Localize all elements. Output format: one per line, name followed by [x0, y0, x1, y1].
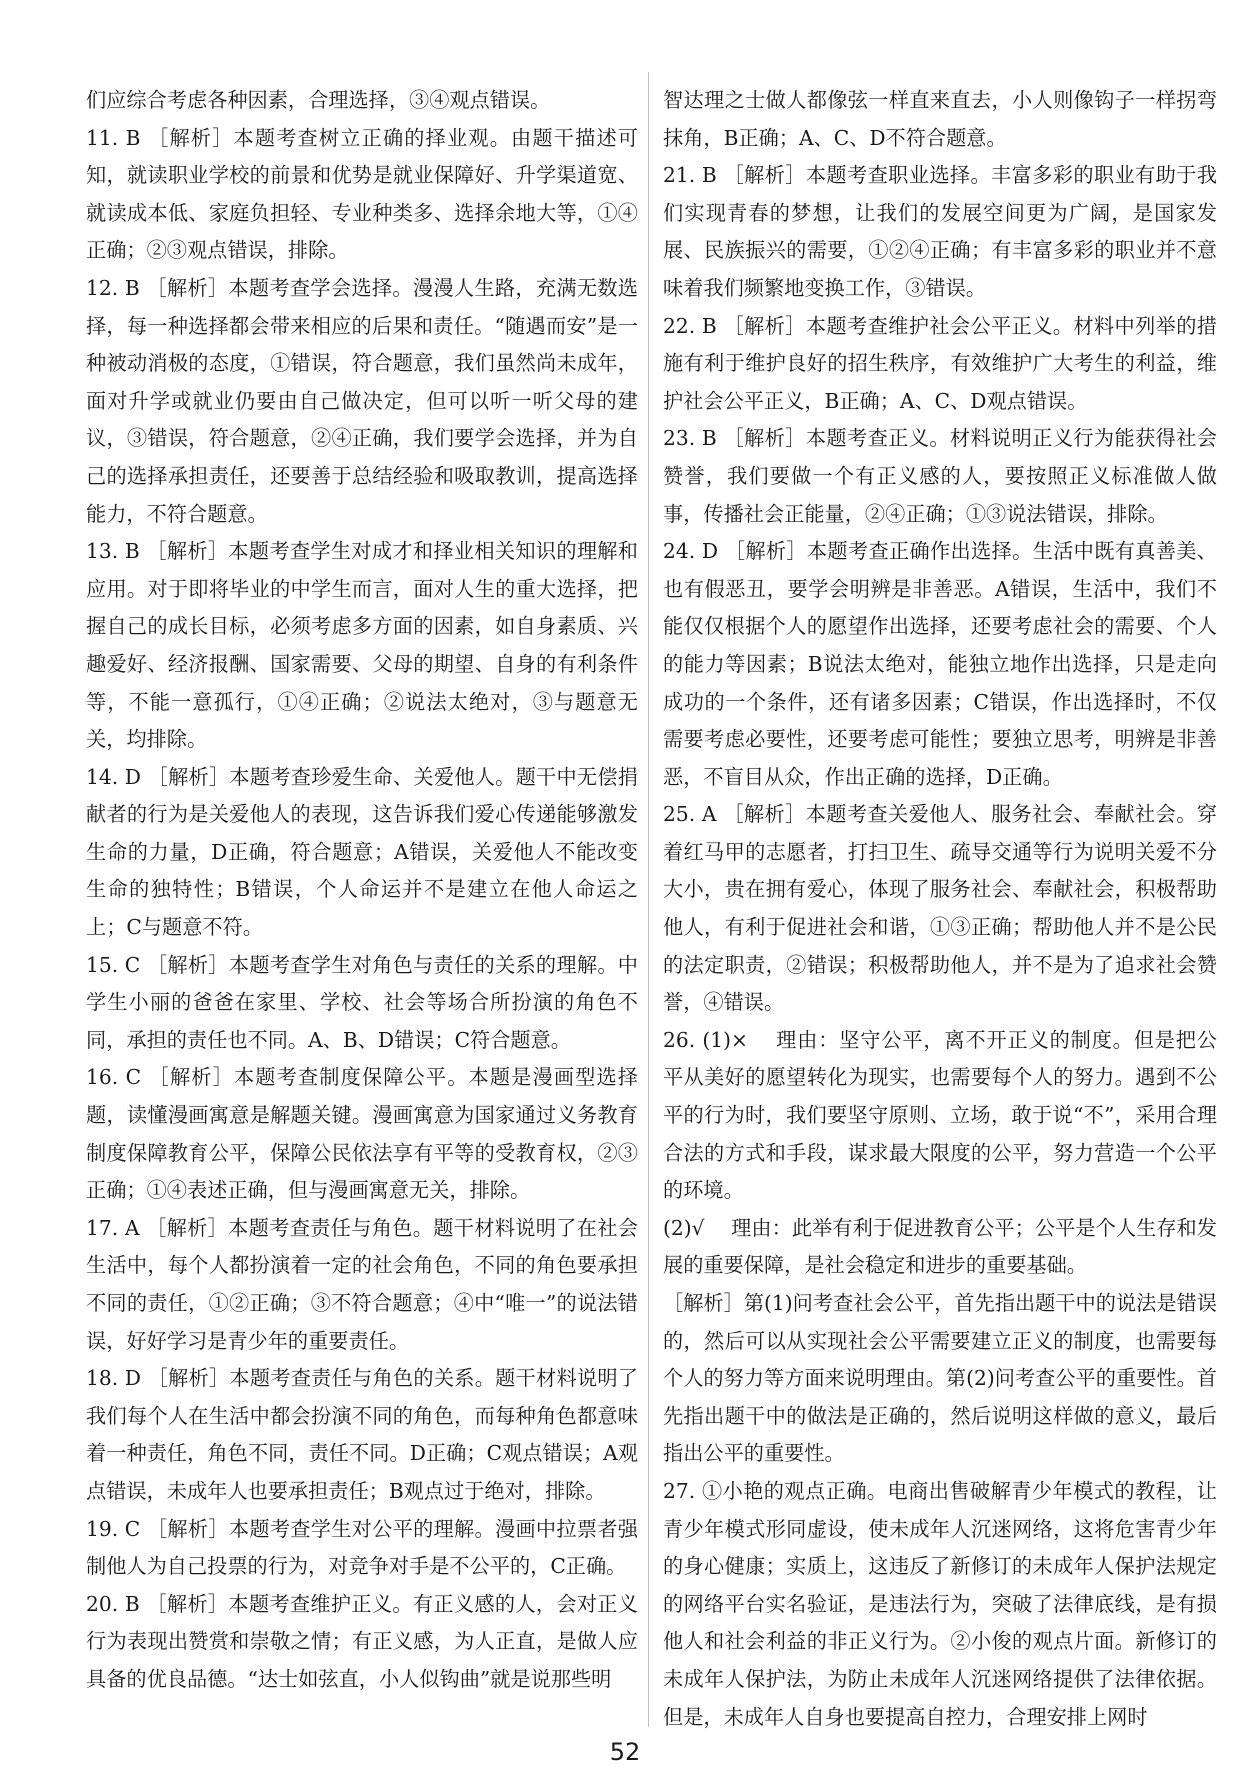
answer-13: 13. B ［解析］本题考查学生对成才和择业相关知识的理解和应用。对于即将毕业的中学生而言，面对人生的重大选择，把握自己的成长目标，必须考虑多方面的因素，如自身素质、兴趣爱好、经济报酬、国家需要、父母的期望、自身的有利条件等，不能一意孤行，①④正确；②说法太绝对，③与题意无关，均排除。	[86, 539, 638, 752]
answer-17: 17. A ［解析］本题考查责任与角色。题干材料说明了在社会生活中，每个人都扮演着一定的社会角色，不同的角色要承担不同的责任，①②正确；③不符合题意；④中“唯一”的说法错误，好好学习是青少年的重要责任。	[86, 1215, 638, 1353]
answer-26-analysis: ［解析］第(1)问考查社会公平，首先指出题干中的说法是错误的，然后可以从实现社会公平需要建立正义的制度，也需要每个人的努力等方面来说明理由。第(2)问考查公平的重要性。首先指出题干中的做法是正确的，然后说明这样做的意义，最后指出公平的重要性。	[663, 1291, 1217, 1466]
answer-20: 20. B ［解析］本题考查维护正义。有正义感的人，会对正义行为表现出赞赏和崇敬之情；有正义感，为人正直，是做人应具备的优良品德。“达士如弦直，小人似钩曲”就是说那些明	[86, 1591, 638, 1691]
page-number: 52	[609, 1738, 641, 1766]
answer-15: 15. C ［解析］本题考查学生对角色与责任的关系的理解。中学生小丽的爸爸在家里、学校、社会等场合所扮演的角色不同，承担的责任也不同。A、B、D错误；C符合题意。	[86, 952, 638, 1052]
answer-21: 21. B ［解析］本题考查职业选择。丰富多彩的职业有助于我们实现青春的梦想，让我们的发展空间更为广阔，是国家发展、民族振兴的需要，①②④正确；有丰富多彩的职业并不意味着我们频繁地变换工作，③错误。	[663, 163, 1217, 300]
column-divider	[648, 72, 649, 1727]
answer-16: 16. C ［解析］本题考查制度保障公平。本题是漫画型选择题，读懂漫画寓意是解题关键。漫画寓意为国家通过义务教育制度保障教育公平，保障公民依法享有平等的受教育权，②③正确；①④表述正确，但与漫画寓意无关，排除。	[86, 1065, 638, 1203]
answer-11: 11. B ［解析］本题考查树立正确的择业观。由题干描述可知，就读职业学校的前景和优势是就业保障好、升学渠道宽、就读成本低、家庭负担轻、专业种类多、选择余地大等，①④正确；②③观点错误，排除。	[86, 125, 638, 263]
answer-23: 23. B ［解析］本题考查正义。材料说明正义行为能获得社会赞誉，我们要做一个有正义感的人，要按照正义标准做人做事，传播社会正能量，②④正确；①③说法错误，排除。	[663, 426, 1217, 526]
answer-24: 24. D ［解析］本题考查正确作出选择。生活中既有真善美、也有假恶丑，要学会明辨是非善恶。A错误，生活中，我们不能仅仅根据个人的愿望作出选择，还要考虑社会的需要、个人的能力等因素；B说法太绝对，能独立地作出选择，只是走向成功的一个条件，还有诸多因素；C错误，作出选择时，不仅需要考虑必要性，还要考虑可能性；要独立思考，明辨是非善恶，不盲目从众，作出正确的选择，D正确。	[663, 539, 1217, 789]
answer-25: 25. A ［解析］本题考查关爱他人、服务社会、奉献社会。穿着红马甲的志愿者，打扫卫生、疏导交通等行为说明关爱不分大小，贵在拥有爱心，体现了服务社会、奉献社会，积极帮助他人，有利于促进社会和谐，①③正确；帮助他人并不是公民的法定职责，②错误；积极帮助他人，并不是为了追求社会赞誉，④错误。	[663, 802, 1217, 1015]
right-column	[663, 82, 1217, 1736]
answer-19: 19. C ［解析］本题考查学生对公平的理解。漫画中拉票者强制他人为自己投票的行为，对竞争对手是不公平的，C正确。	[86, 1516, 638, 1579]
answer-27: 27. ①小艳的观点正确。电商出售破解青少年模式的教程，让青少年模式形同虚设，使未成年人沉迷网络，这将危害青少年的身心健康；实质上，这违反了新修订的未成年人保护法规定的网络平台实名验证，是违法行为，突破了法律底线，是有损他人和社会利益的非正义行为。②小俊的观点片面。新修订的未成年人保护法，为防止未成年人沉迷网络提供了法律依据。但是，未成年人自身也要提高自控力，合理安排上网时	[663, 1478, 1217, 1729]
answer-18: 18. D ［解析］本题考查责任与角色的关系。题干材料说明了我们每个人在生活中都会扮演不同的角色，而每种角色都意味着一种责任，角色不同，责任不同。D正确；C观点错误；A观点错误，未成年人也要承担责任；B观点过于绝对，排除。	[86, 1366, 638, 1503]
left-column	[86, 82, 638, 1699]
answer-22: 22. B ［解析］本题考查维护社会公平正义。材料中列举的措施有利于维护良好的招生秩序，有效维护广大考生的利益，维护社会公平正义，B正确；A、C、D观点错误。	[663, 313, 1217, 413]
answer-14: 14. D ［解析］本题考查珍爱生命、关爱他人。题干中无偿捐献者的行为是关爱他人的表现，这告诉我们爱心传递能够激发生命的力量，D正确，符合题意；A错误，关爱他人不能改变生命的独特性；B错误，个人命运并不是建立在他人命运之上；C与题意不符。	[86, 764, 638, 940]
paragraph: 们应综合考虑各种因素，合理选择，③④观点错误。	[86, 88, 551, 112]
paragraph: 智达理之士做人都像弦一样直来直去，小人则像钩子一样拐弯抹角，B正确；A、C、D不符合题意。	[663, 88, 1217, 150]
answer-26-part-2: (2)√ 理由：此举有利于促进教育公平；公平是个人生存和发展的重要保障，是社会稳定和进步的重要基础。	[663, 1215, 1217, 1278]
answer-12: 12. B ［解析］本题考查学会选择。漫漫人生路，充满无数选择，每一种选择都会带来相应的后果和责任。“随遇而安”是一种被动消极的态度，①错误，符合题意，我们虽然尚未成年，面对升学或就业仍要由自己做决定，但可以听一听父母的建议，③错误，符合题意，②④正确，我们要学会选择，并为自己的选择承担责任，还要善于总结经验和吸取教训，提高选择能力，不符合题意。	[86, 275, 638, 526]
answer-26-part-1: 26. (1)× 理由：坚守公平，离不开正义的制度。但是把公平从美好的愿望转化为现实，也需要每个人的努力。遇到不公平的行为时，我们要坚守原则、立场，敢于说“不”，采用合理合法的方式和手段，谋求最大限度的公平，努力营造一个公平的环境。	[663, 1027, 1217, 1203]
